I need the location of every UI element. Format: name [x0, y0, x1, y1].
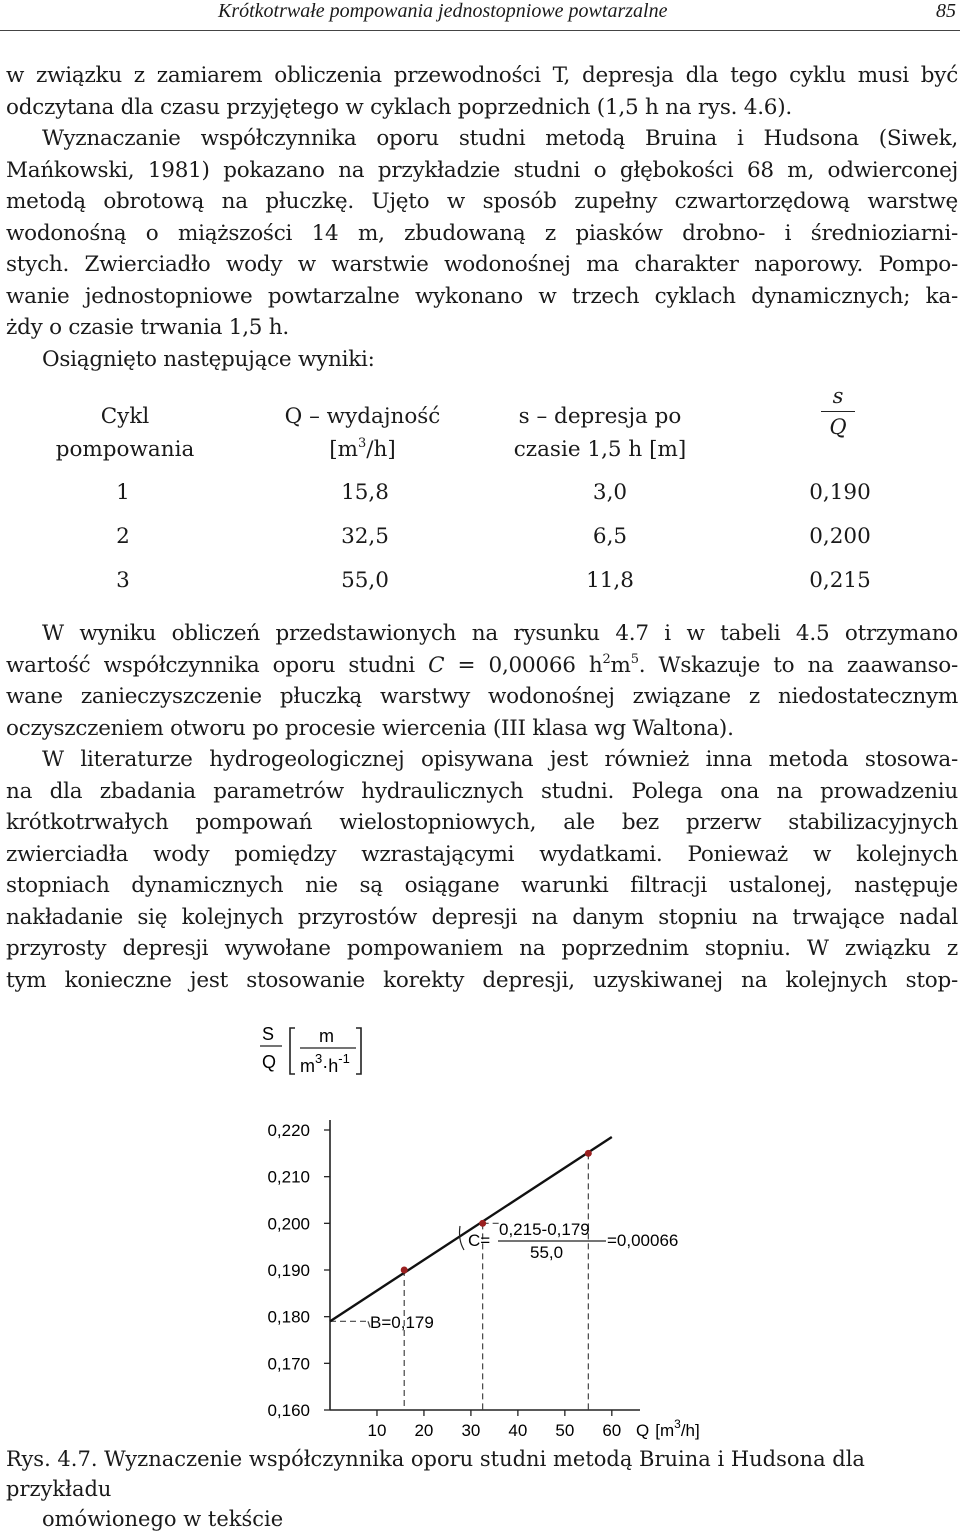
text-line: oczyszczeniem otworu po procesie wiercenia (III klasa wg Waltona).: [6, 715, 734, 741]
fraction-denominator: Q: [829, 415, 847, 439]
text-line: W wyniku obliczeń przedstawionych na rysunku 4.7 i w tabeli 4.5 otrzymano: [42, 621, 958, 646]
x-tick-label: 60: [602, 1421, 622, 1440]
data-point: [479, 1220, 486, 1227]
text-part: . Wskazuje to na zaawanso-: [638, 652, 958, 678]
text-line: przyrosty depresji wywołane pompowaniem na poprzednim stopniu. W związku z: [6, 936, 958, 961]
text-line: w związku z zamiarem obliczenia przewodności T, depresja dla tego cyklu musi być: [6, 63, 958, 88]
y-tick-label: 0,220: [267, 1121, 310, 1140]
annotation-c-denominator: 55,0: [530, 1243, 564, 1262]
annotation-c: [460, 1220, 679, 1262]
x-tick-label: 10: [367, 1421, 387, 1440]
header-part: /h]: [366, 437, 396, 462]
header-line: [255, 433, 470, 466]
running-title: Krótkotrwałe pompowania jednostopniowe powtarzalne: [218, 0, 668, 22]
table-header-sq-fraction: [808, 384, 868, 439]
chart-guides: [330, 1153, 588, 1410]
header-line: pompowania: [55, 437, 195, 462]
page-header: [0, 0, 960, 31]
annotation-b: B=0,179: [370, 1313, 434, 1332]
text-line: W literaturze hydrogeologicznej opisywana jest również inna metoda stosowa-: [42, 747, 958, 772]
table-header-s: [490, 400, 710, 466]
header-line: s – depresja po: [518, 404, 682, 429]
text-line: wodonośną o miąższości 14 m, zbudowaną z piasków drobno- i średnioziarni-: [6, 220, 958, 246]
fraction-numerator: s: [832, 384, 844, 408]
x-tick-label: 50: [555, 1421, 575, 1440]
chart-axes: [330, 1120, 640, 1410]
text-part: = 0,00066 h: [444, 652, 603, 678]
table-cell: 11,8: [586, 568, 634, 593]
table-cell: 32,5: [341, 524, 389, 549]
table-cell: 0,190: [809, 480, 871, 505]
y-tick-label: 0,160: [267, 1401, 310, 1420]
y-tick-label: 0,210: [267, 1167, 310, 1187]
text-line: stych. Zwierciadło wody w warstwie wodonośnej ma charakter naporowy. Pompo-: [6, 252, 958, 277]
symbol-c: C: [428, 652, 445, 678]
table-header-cycle: [30, 400, 220, 466]
caption-line-1: Rys. 4.7. Wyznaczenie współczynnika oporu studni metodą Bruina i Hudsona dla przykładu: [6, 1447, 865, 1501]
y-unit-bottom: $m^3\cdot h^{-1}$: [300, 1051, 350, 1076]
text-line: Mańkowski, 1981) pokazano na przykładzie studni o głębokości 68 m, odwierconej: [6, 157, 958, 183]
angle-arc: [460, 1226, 465, 1250]
table-cell: 15,8: [341, 480, 389, 505]
data-point: [585, 1150, 592, 1157]
y-axis-label: [260, 1024, 361, 1076]
text-line: [6, 650, 958, 682]
y-label-s: S: [262, 1024, 275, 1044]
text-line: żdy o czasie trwania 1,5 h.: [6, 315, 289, 340]
paragraph-2: [6, 618, 958, 744]
text-line: nakładanie się kolejnych przyrostów depresji na danym stopniu na trwające nadal: [6, 904, 958, 930]
table-cell: 6,5: [592, 524, 628, 549]
text-line: Wyznaczanie współczynnika oporu studni metodą Bruina i Hudsona (Siwek,: [42, 126, 958, 151]
x-axis-label: Q $[m^3/h]$: [636, 1417, 700, 1440]
table-cell: 55,0: [341, 568, 389, 593]
header-line: czasie 1,5 h [m]: [513, 437, 687, 462]
figure-4-7-chart: [240, 1010, 740, 1440]
chart-ticks: [267, 1121, 621, 1440]
paragraph-1: [6, 60, 958, 375]
x-tick-label: 20: [414, 1421, 434, 1440]
caption-line-2: omówionego w tekście: [42, 1507, 284, 1531]
text-line: tym konieczne jest stosowanie korekty depresji, uzyskiwanej na kolejnych stop-: [6, 967, 958, 993]
annotation-c-numerator: 0,215-0,179: [499, 1220, 590, 1239]
text-part: m: [610, 652, 631, 678]
text-line: wane zanieczyszczenie płuczką warstwy wodonośnej związane z niedostatecznym: [6, 684, 958, 709]
y-tick-label: 0,180: [267, 1307, 310, 1327]
table-cell: 2: [116, 524, 130, 549]
superscript: 2: [602, 651, 611, 667]
text-line: metodą obrotową na płuczkę. Ujęto w sposób zupełny czwartorzędową warstwę: [6, 189, 958, 214]
table-cell: 0,215: [809, 568, 871, 593]
text-line: krótkotrwałych pompowań wielostopniowych, ale bez przerw stabilizacyjnych: [6, 810, 958, 835]
text-part: wartość współczynnika oporu studni: [6, 652, 429, 678]
table-header-q: [255, 400, 470, 466]
text-line: zwierciadła wody pomiędzy wzrastającymi wydatkami. Ponieważ w kolejnych: [6, 841, 958, 867]
y-label-q: Q: [262, 1052, 277, 1072]
header-part: [m: [329, 437, 358, 462]
y-tick-label: 0,200: [267, 1214, 310, 1234]
page-number: 85: [936, 0, 956, 22]
text-line: wanie jednostopniowe powtarzalne wykonano w trzech cyklach dynamicznych; ka-: [6, 283, 958, 309]
data-point: [401, 1267, 408, 1274]
paragraph-3: [6, 744, 958, 996]
table-cell: 3,0: [592, 480, 628, 505]
table-cell: 0,200: [809, 524, 871, 549]
y-tick-label: 0,190: [267, 1261, 310, 1280]
annotation-c-prefix: C=: [468, 1231, 491, 1250]
superscript: 5: [630, 651, 639, 667]
text-line: stopniach dynamicznych nie są osiągane warunki filtracji ustalonej, następuje: [6, 873, 958, 898]
header-line: Q – wydajność: [284, 404, 441, 429]
x-tick-label: 40: [508, 1421, 528, 1440]
text-line: odczytana dla czasu przyjętego w cyklach poprzednich (1,5 h na rys. 4.6).: [6, 94, 792, 120]
y-unit-top: m: [319, 1026, 334, 1046]
y-tick-label: 0,170: [267, 1354, 310, 1374]
header-sup: 3: [358, 436, 367, 451]
table-cell: 3: [116, 568, 130, 593]
x-tick-label: 30: [461, 1421, 481, 1440]
figure-caption: [6, 1444, 958, 1534]
header-line: Cykl: [100, 404, 150, 429]
table-cell: 1: [116, 480, 130, 505]
text-line: Osiągnięto następujące wyniki:: [42, 346, 375, 372]
bracket-left: [290, 1028, 295, 1074]
annotation-c-result: =0,00066: [607, 1231, 679, 1250]
bracket-right: [356, 1028, 361, 1074]
fraction-bar: [821, 411, 855, 412]
text-line: na dla zbadania parametrów hydraulicznych studni. Polega ona na prowadzeniu: [6, 778, 958, 804]
